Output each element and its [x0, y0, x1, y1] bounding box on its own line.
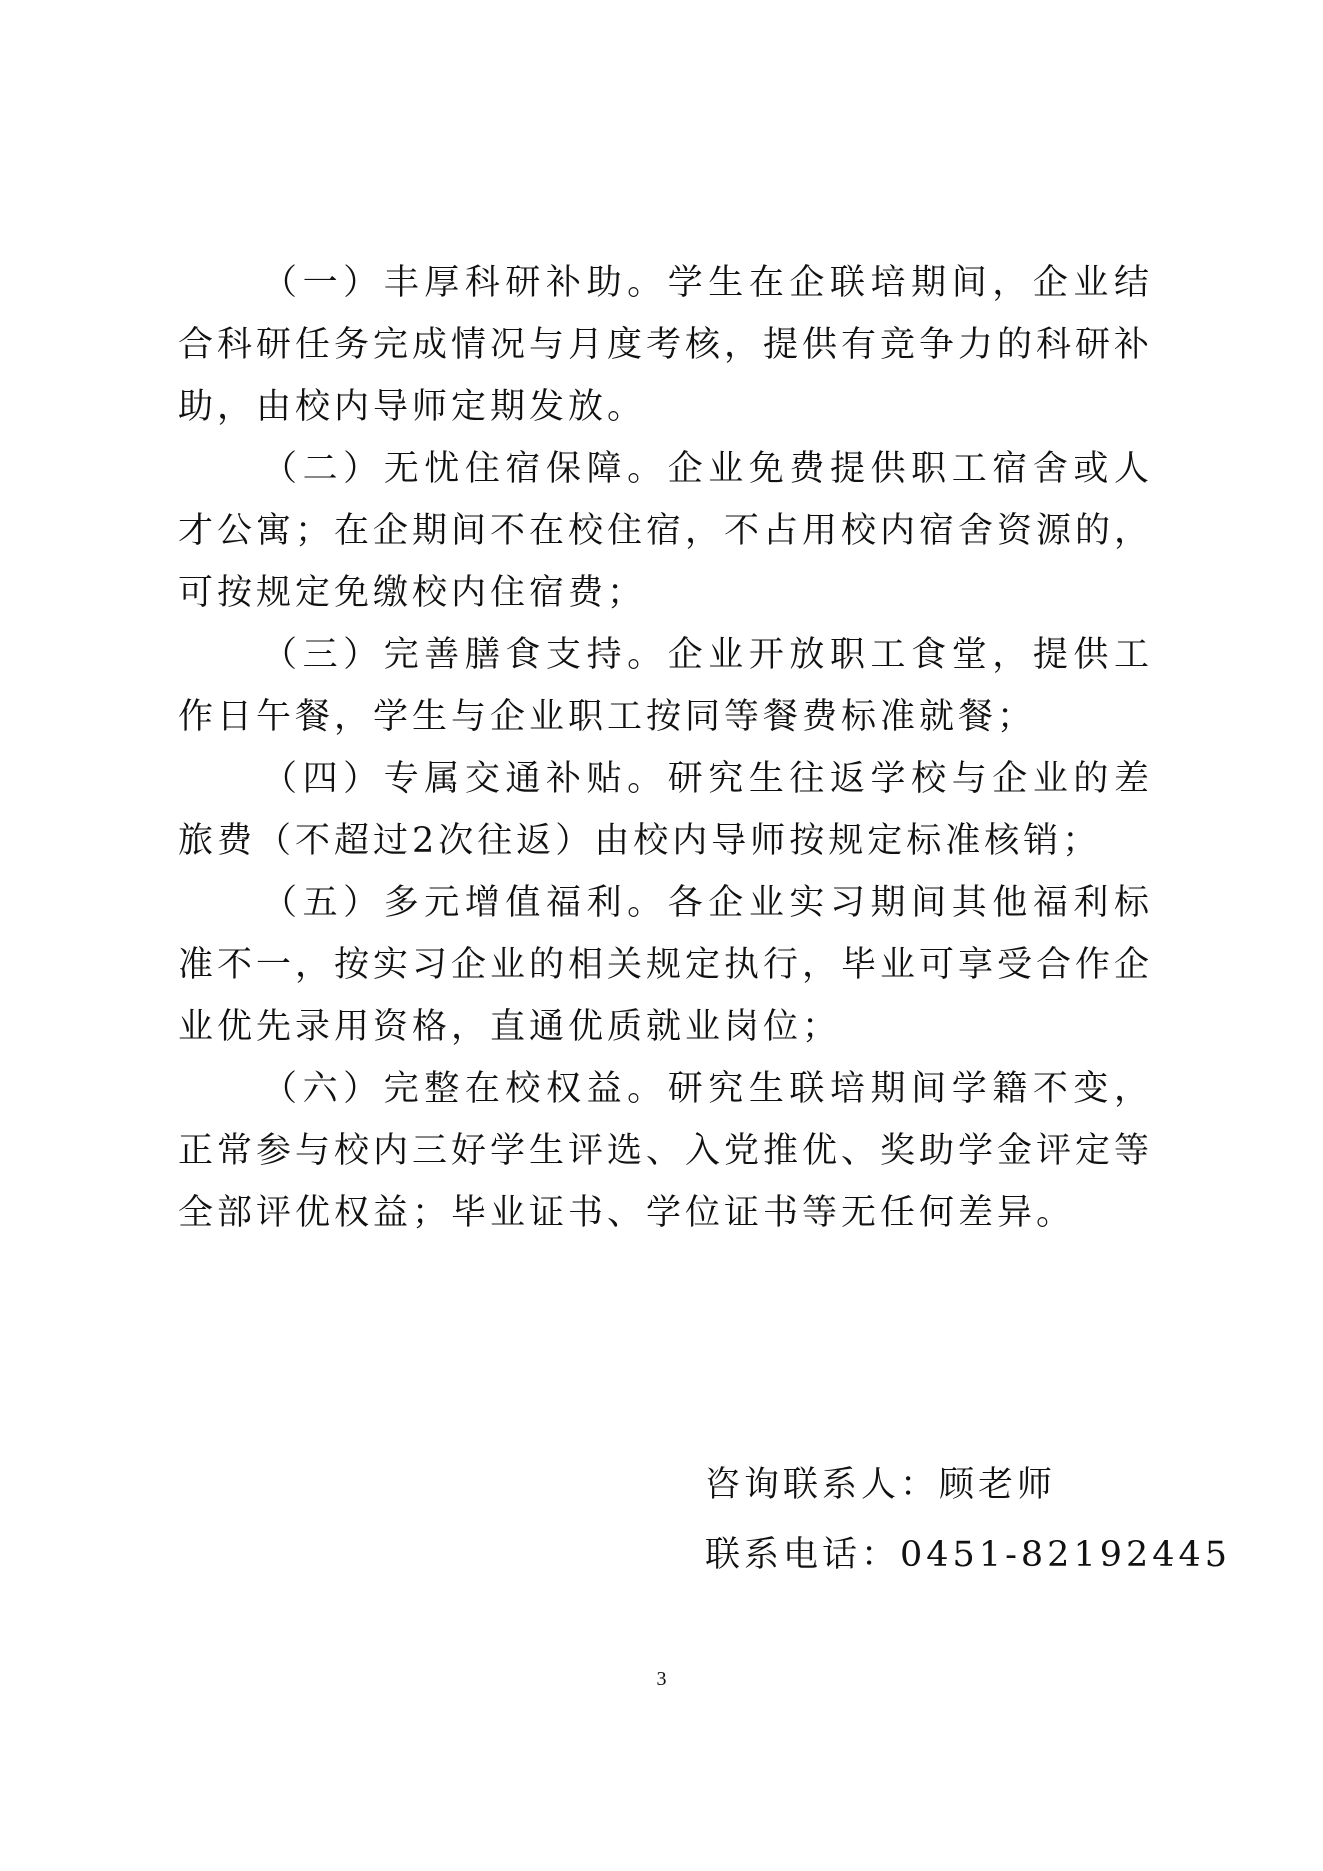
- contact-person-label: 咨询联系人：: [705, 1465, 940, 1505]
- contact-block: [705, 1450, 1232, 1590]
- contact-phone-value: 0451-82192445: [900, 1535, 1232, 1575]
- paragraph-benefits: （五）多元增值福利。各企业实习期间其他福利标准不一，按实习企业的相关规定执行，毕业可享受合作企业优先录用资格，直通优质就业岗位；: [178, 883, 1154, 1047]
- paragraph-transport: （四）专属交通补贴。研究生往返学校与企业的差旅费（不超过2次往返）由校内导师按规定标准核销；: [178, 759, 1153, 861]
- contact-phone-line: [705, 1520, 1232, 1590]
- paragraph-meals: （三）完善膳食支持。企业开放职工食堂，提供工作日午餐，学生与企业职工按同等餐费标准就餐；: [178, 635, 1153, 737]
- contact-person-value: 顾老师: [939, 1465, 1057, 1505]
- page-number: 3: [656, 1668, 667, 1690]
- contact-person-line: [705, 1450, 1165, 1520]
- document-body: [178, 252, 1153, 1244]
- contact-phone-label: 联系电话：: [705, 1535, 901, 1575]
- paragraph-research-subsidy: （一）丰厚科研补助。学生在企联培期间，企业结合科研任务完成情况与月度考核，提供有竞争力的科研补助，由校内导师定期发放。: [178, 263, 1154, 427]
- paragraph-campus-rights: （六）完整在校权益。研究生联培期间学籍不变，正常参与校内三好学生评选、入党推优、奖助学金评定等全部评优权益；毕业证书、学位证书等无任何差异。: [178, 1069, 1154, 1233]
- paragraph-accommodation: （二）无忧住宿保障。企业免费提供职工宿舍或人才公寓；在企期间不在校住宿，不占用校内宿舍资源的，可按规定免缴校内住宿费；: [178, 449, 1154, 613]
